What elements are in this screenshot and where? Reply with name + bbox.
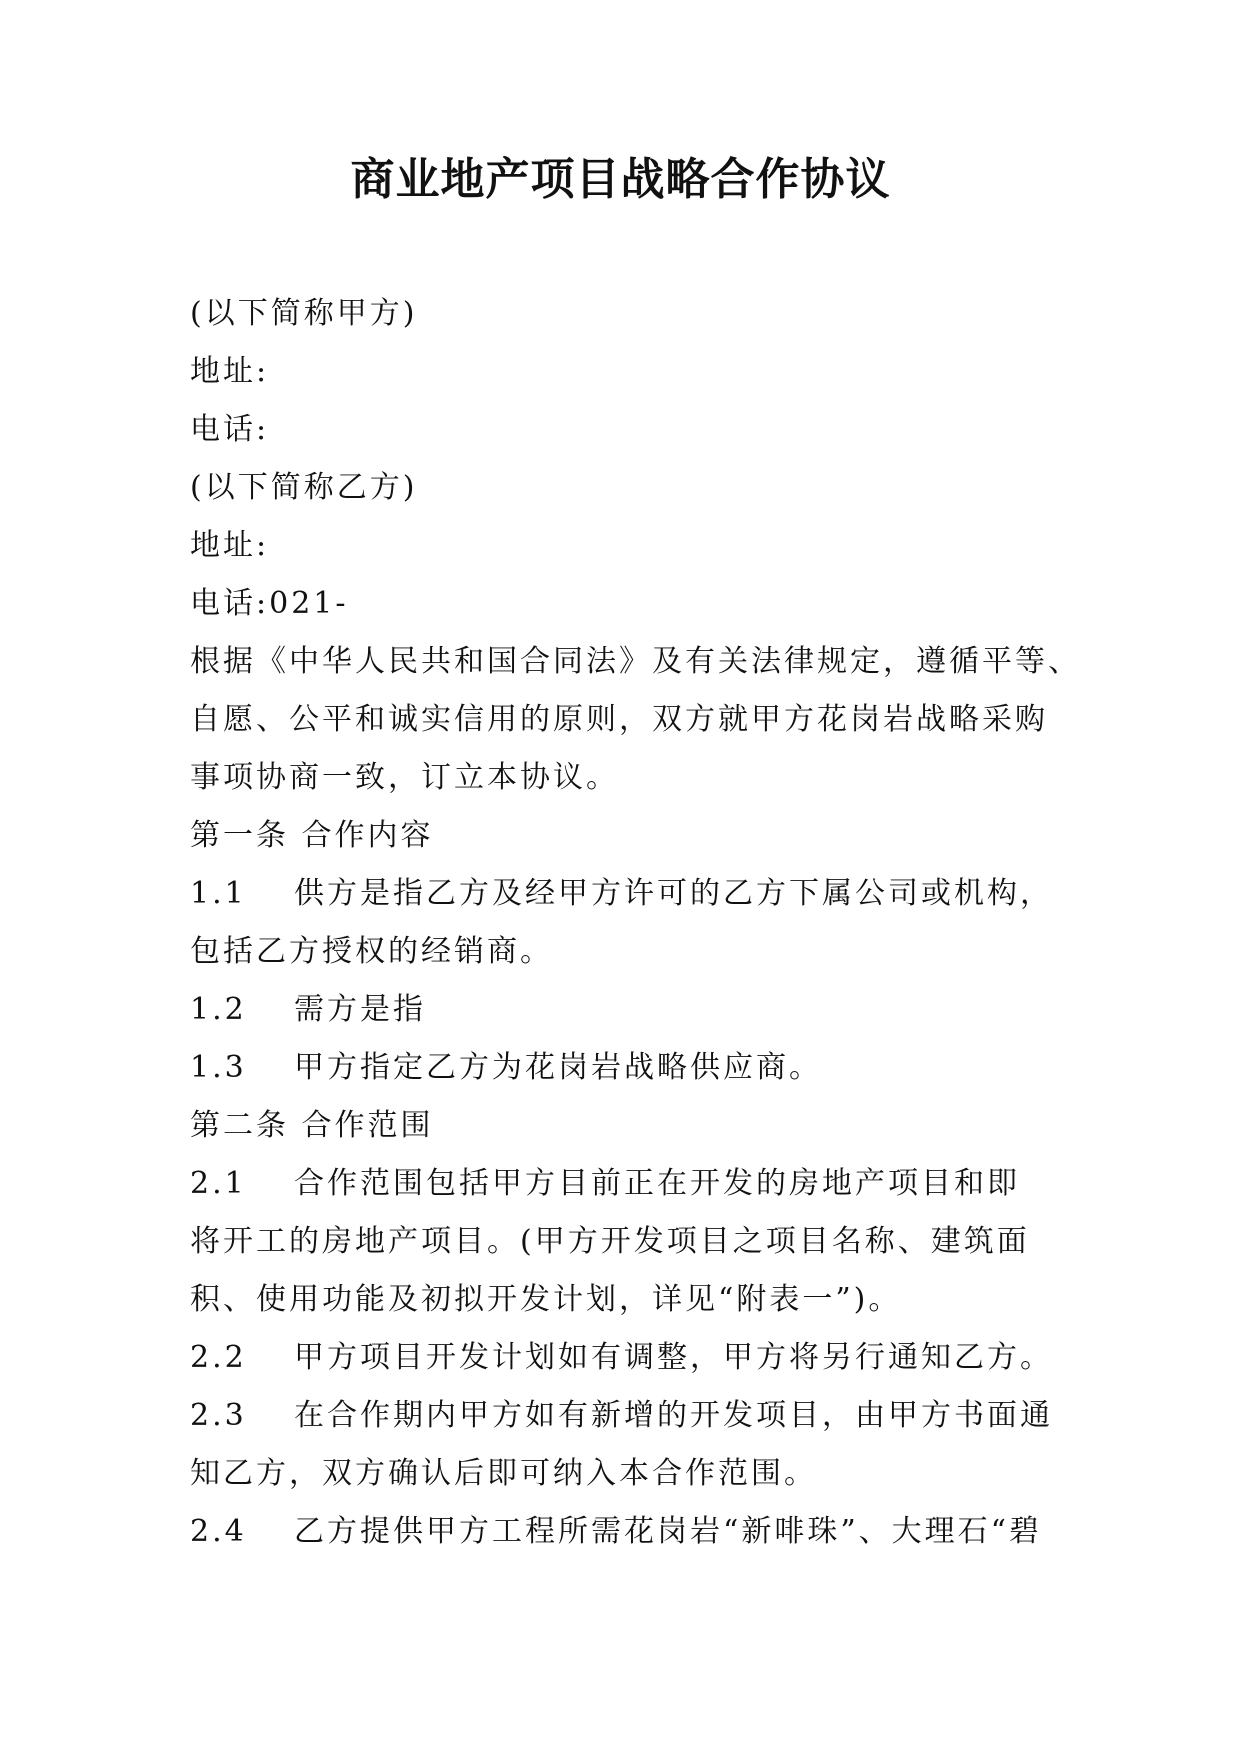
party-a-phone: 电话: xyxy=(190,412,270,447)
clause-text: 甲方指定乙方为花岗岩战略供应商。 xyxy=(294,1050,822,1085)
clause-number: 2.4 xyxy=(190,1514,247,1549)
party-a-label: (以下简称甲方) xyxy=(190,296,418,331)
clause-text: 合作范围包括甲方目前正在开发的房地产项目和即 xyxy=(294,1166,1020,1201)
document-title: 商业地产项目战略合作协议 xyxy=(350,154,891,205)
party-b-address: 地址: xyxy=(190,528,270,563)
clause-2-2 xyxy=(190,1329,1070,1387)
clause-2-1-continued: 积、使用功能及初拟开发计划，详见“附表一”)。 xyxy=(190,1282,902,1317)
article-2-heading: 第二条 合作范围 xyxy=(190,1108,434,1143)
clause-1-3 xyxy=(190,1039,1070,1097)
clause-2-3-continued: 知乙方，双方确认后即可纳入本合作范围。 xyxy=(190,1456,817,1491)
clause-text: 需方是指 xyxy=(294,992,426,1027)
party-b-label: (以下简称乙方) xyxy=(190,470,418,505)
preamble-line: 根据《中华人民共和国合同法》及有关法律规定，遵循平等、 xyxy=(190,644,1081,679)
clause-text: 在合作期内甲方如有新增的开发项目，由甲方书面通 xyxy=(294,1398,1053,1433)
clause-number: 2.2 xyxy=(190,1340,247,1375)
clause-text: 供方是指乙方及经甲方许可的乙方下属公司或机构， xyxy=(294,876,1053,911)
clause-1-2 xyxy=(190,981,1070,1039)
clause-2-4 xyxy=(190,1503,1070,1561)
preamble-line: 自愿、公平和诚实信用的原则，双方就甲方花岗岩战略采购 xyxy=(190,702,1048,737)
clause-2-1 xyxy=(190,1155,1070,1213)
clause-number: 2.3 xyxy=(190,1398,247,1433)
clause-1-1-continued: 包括乙方授权的经销商。 xyxy=(190,934,553,969)
clause-2-1-continued: 将开工的房地产项目。(甲方开发项目之项目名称、建筑面 xyxy=(190,1224,1030,1259)
party-a-address: 地址: xyxy=(190,354,270,389)
clause-number: 1.3 xyxy=(190,1050,247,1085)
clause-1-1 xyxy=(190,865,1070,923)
clause-number: 2.1 xyxy=(190,1166,247,1201)
document-body xyxy=(190,285,1081,1561)
clause-number: 1.2 xyxy=(190,992,247,1027)
clause-text: 乙方提供甲方工程所需花岗岩“新啡珠”、大理石“碧 xyxy=(294,1514,1043,1549)
preamble-line: 事项协商一致，订立本协议。 xyxy=(190,760,619,795)
clause-text: 甲方项目开发计划如有调整，甲方将另行通知乙方。 xyxy=(294,1340,1053,1375)
article-1-heading: 第一条 合作内容 xyxy=(190,818,434,853)
clause-number: 1.1 xyxy=(190,876,247,911)
clause-2-3 xyxy=(190,1387,1070,1445)
party-b-phone: 电话:021- xyxy=(190,586,349,621)
